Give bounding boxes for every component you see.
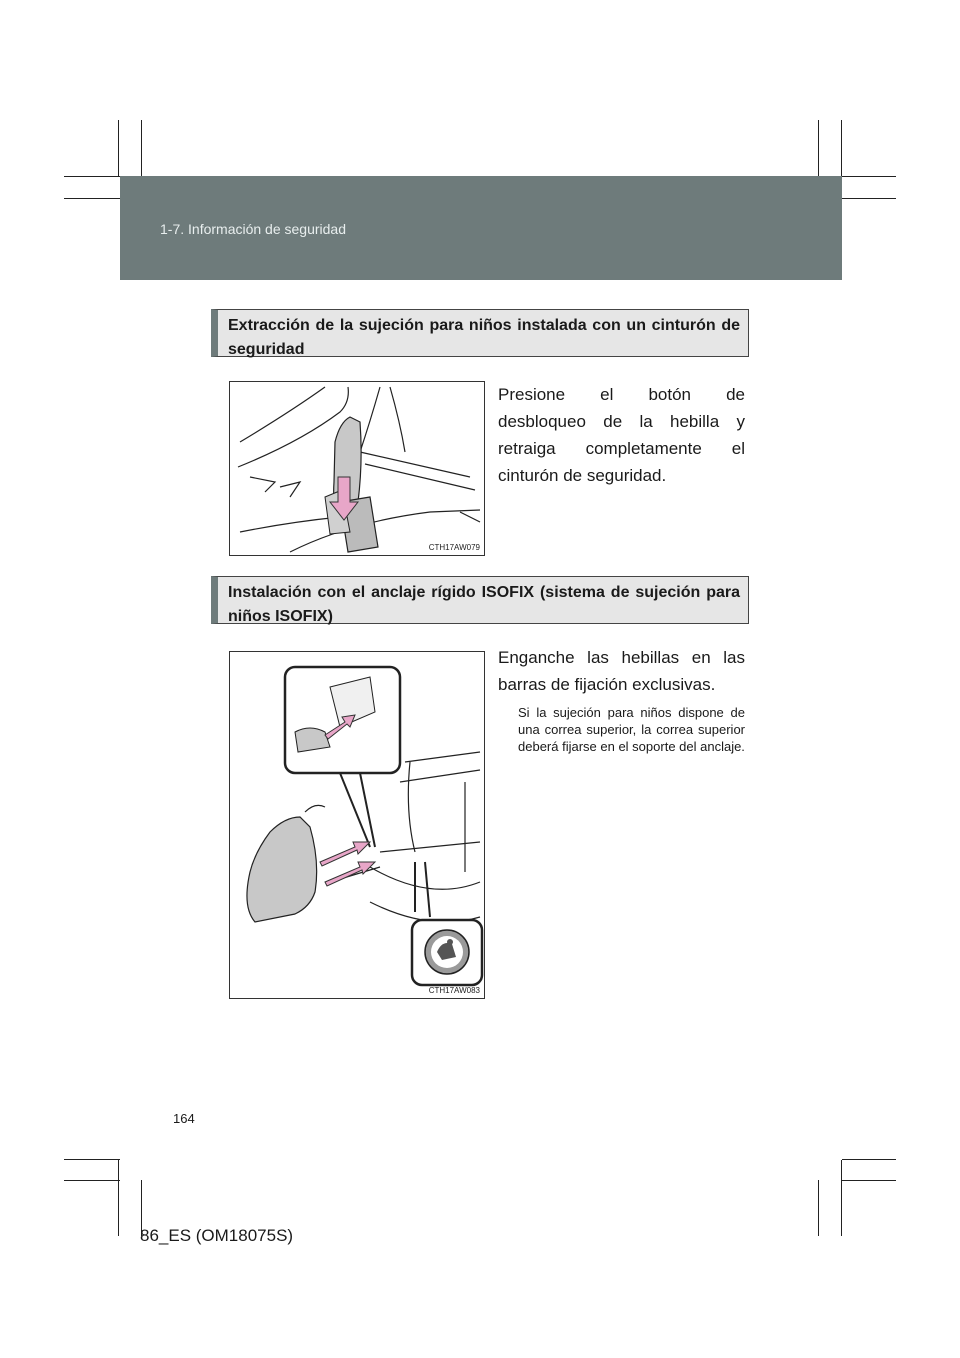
- section-body: Presione el botón de desbloqueo de la hebilla y retraiga completamente el cinturón de seguridad.: [498, 385, 745, 485]
- crop-mark: [64, 176, 120, 177]
- crop-mark: [64, 1180, 120, 1181]
- section-note: Si la sujeción para niños dispone de una correa superior, la correa superior deberá fijarse en el soporte del anclaje.: [518, 705, 745, 754]
- crop-mark: [841, 120, 842, 176]
- crop-mark: [841, 1160, 842, 1236]
- section-title: Instalación con el anclaje rígido ISOFIX (sistema de sujeción para niños ISOFIX): [211, 576, 749, 624]
- crop-mark: [842, 176, 896, 177]
- crop-mark: [842, 1180, 896, 1181]
- section-label: 1-7. Información de seguridad: [160, 221, 346, 237]
- figure-code: CTH17AW079: [428, 543, 480, 552]
- isofix-illustration: [230, 652, 484, 998]
- seatbelt-buckle-illustration: [230, 382, 484, 555]
- crop-mark: [141, 120, 142, 176]
- crop-mark: [842, 198, 896, 199]
- section-title: Extracción de la sujeción para niños instalada con un cinturón de seguridad: [211, 309, 749, 357]
- document-code: 86_ES (OM18075S): [140, 1226, 294, 1245]
- crop-mark: [118, 120, 119, 176]
- crop-mark: [818, 1180, 819, 1236]
- section-body: Enganche las hebillas en las barras de fijación exclusivas.: [498, 648, 745, 694]
- crop-mark: [64, 1159, 120, 1160]
- figure-code: CTH17AW083: [428, 986, 480, 995]
- crop-mark: [64, 198, 120, 199]
- crop-mark: [818, 120, 819, 176]
- isofix-figure: [229, 651, 485, 999]
- crop-mark: [118, 1160, 119, 1236]
- seatbelt-buckle-figure: [229, 381, 485, 556]
- page-number: 164: [173, 1111, 195, 1126]
- crop-mark: [842, 1159, 896, 1160]
